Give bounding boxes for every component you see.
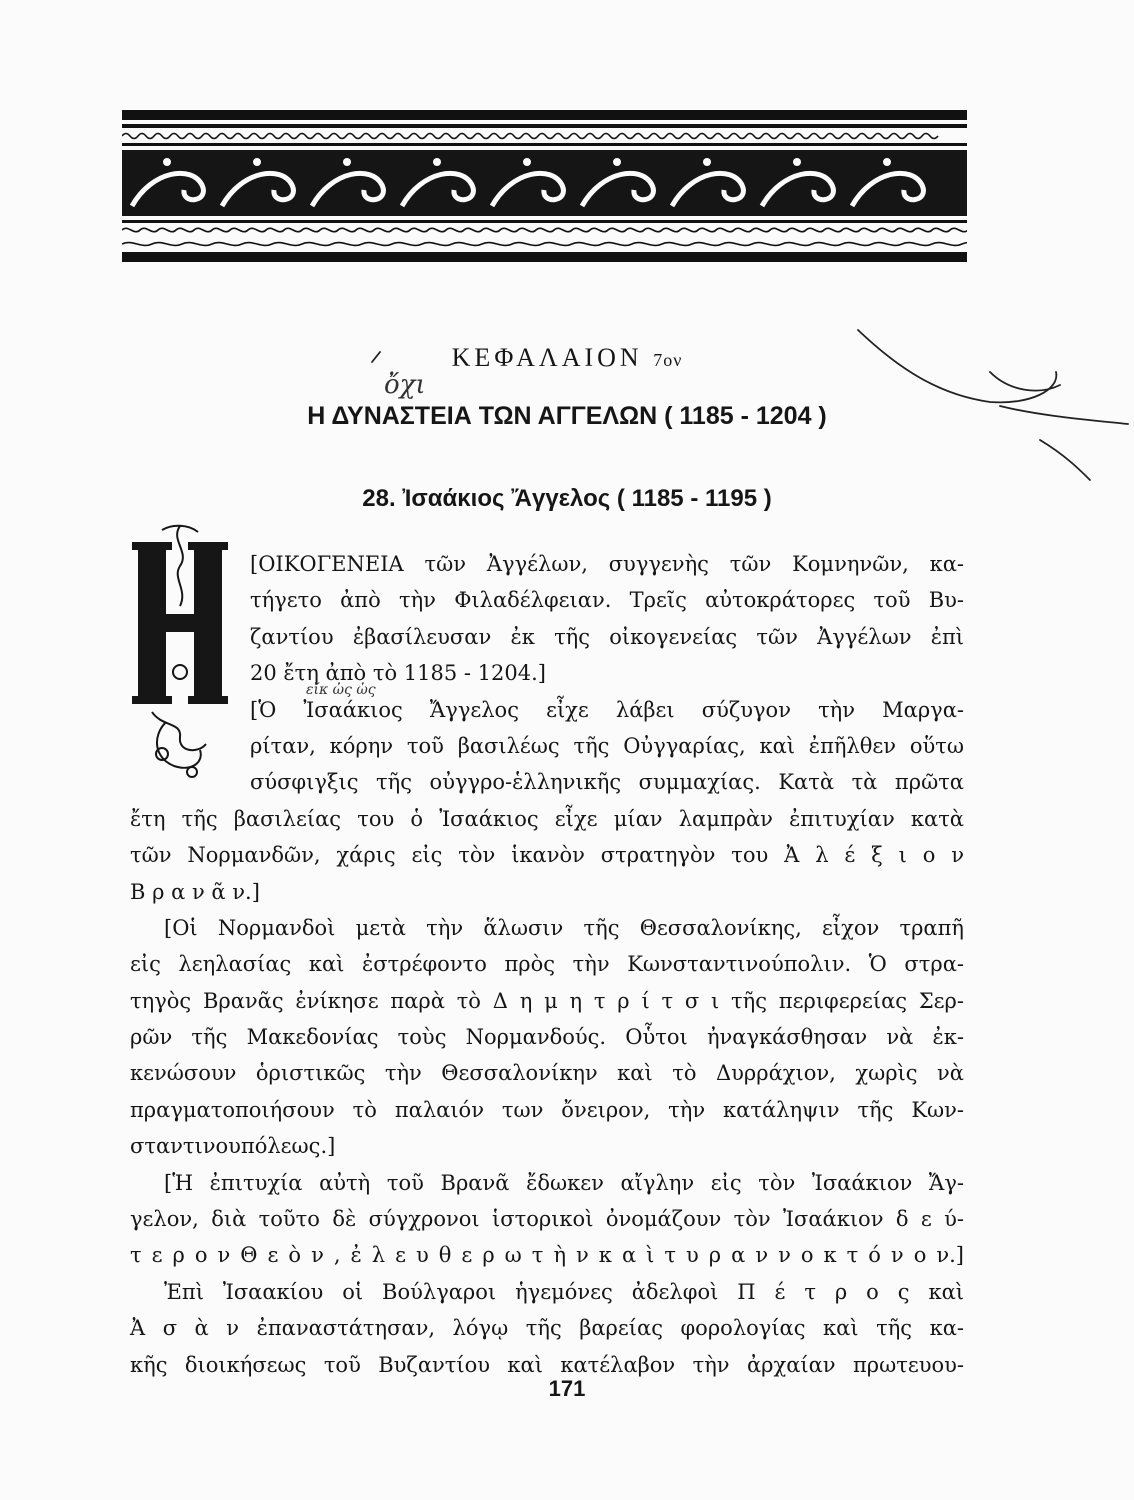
ornamental-header-band (122, 110, 967, 262)
text-line: τήγετο ἀπὸ τὴν Φιλαδέλφειαν. Τρεῖς αὐτοκράτορες τοῦ Βυ- (250, 588, 964, 613)
chapter-heading (0, 343, 1134, 373)
text-line: γελον, διὰ τοῦτο δὲ σύγχρονοι ἱστορικοὶ ὀνομάζουν τὸν Ἰσαάκιον δ ε ύ- (130, 1207, 964, 1232)
text-line: τῶν Νορμανδῶν, χάρις εἰς τὸν ἱκανὸν στρατηγὸν του Ἀ λ έ ξ ι ο ν (130, 843, 964, 868)
text-line: εἰς λεηλασίας καὶ ἐστρέφοντο πρὸς τὴν Κωνσταντινούπολιν. Ὁ στρα- (130, 952, 964, 977)
text-line: [ΟΙΚΟΓΕΝΕΙΑ τῶν Ἀγγέλων, συγγενὴς τῶν Κομνηνῶν, κα- (250, 552, 964, 576)
section-title: 28. Ἰσαάκιος Ἄγγελος ( 1185 - 1195 ) (362, 485, 772, 512)
text-line: ἔτη τῆς βασιλείας του ὁ Ἰσαάκιος εἶχε μίαν λαμπρὰν ἐπιτυχίαν κατὰ (130, 806, 964, 831)
chapter-label: ΚΕΦΑΛΑΙΟΝ (451, 343, 643, 372)
handwritten-interlinear-note: εἴκ ὡς ὡς (306, 682, 376, 698)
text-line: ζαντίου ἐβασίλευσαν ἐκ τῆς οἰκογενείας τῶν Ἀγγέλων ἐπὶ (250, 624, 964, 649)
text-line: πραγματοποιήσουν τὸ παλαιόν των ὄνειρον, τὴν κατάληψιν τῆς Κων- (130, 1097, 964, 1122)
chapter-ordinal: 7ον (653, 350, 683, 370)
page-number: 171 (548, 1376, 586, 1401)
chapter-title: Η ΔΥΝΑΣΤΕΙΑ ΤΩΝ ΑΓΓΕΛΩΝ ( 1185 - 1204 ) (307, 402, 827, 430)
handwritten-margin-note: ὄχι (384, 370, 426, 400)
text-line: Ἐπὶ Ἰσαακίου οἱ Βούλγαροι ἡγεμόνες ἀδελφοὶ Π έ τ ρ ο ς καὶ (164, 1279, 964, 1304)
text-line: 20 ἔτη ἀπὸ τὸ 1185 - 1204.] (250, 661, 546, 686)
text-line: ρίταν, κόρην τοῦ βασιλέως τῆς Οὐγγαρίας, καὶ ἐπῆλθεν οὕτω (250, 733, 964, 758)
text-line: Β ρ α ν ᾶ ν.] (130, 879, 260, 904)
text-line: [Ὁ Ἰσαάκιος Ἄγγελος εἶχε λάβει σύζυγον τὴν Μαργα- (250, 697, 964, 722)
text-line: Ἀ σ ὰ ν ἐπαναστάτησαν, λόγῳ τῆς βαρείας φορολογίας καὶ τῆς κα- (130, 1316, 964, 1341)
text-line: ρῶν τῆς Μακεδονίας τοὺς Νορμανδούς. Οὗτοι ἠναγκάσθησαν νὰ ἐκ- (130, 1025, 964, 1050)
text-line: κῆς διοικήσεως τοῦ Βυζαντίου καὶ κατέλαβον τὴν ἀρχαίαν πρωτευου- (130, 1352, 964, 1377)
text-line: σύσφιγξις τῆς οὐγγρο-ἑλληνικῆς συμμαχίας. Κατὰ τὰ πρῶτα (250, 770, 964, 795)
text-line: [Ἡ ἐπιτυχία αὐτὴ τοῦ Βρανᾶ ἔδωκεν αἴγλην εἰς τὸν Ἰσαάκιον Ἄγ- (164, 1170, 964, 1195)
text-line: κενώσουν ὁριστικῶς τὴν Θεσσαλονίκην καὶ τὸ Δυρράχιον, χωρὶς νὰ (130, 1061, 964, 1086)
text-line: [Οἱ Νορμανδοὶ μετὰ τὴν ἅλωσιν τῆς Θεσσαλονίκης, εἶχον τραπῆ (164, 915, 964, 940)
text-line: τ ε ρ ο ν Θ ε ὸ ν , ἐ λ ε υ θ ε ρ ω τ ὴ ν κ α ὶ τ υ ρ α ν ν ο κ τ ό ν ο ν.] (130, 1243, 964, 1268)
text-line: σταντινουπόλεως.] (130, 1134, 336, 1159)
body-text (130, 546, 964, 1383)
text-line: τηγὸς Βρανᾶς ἐνίκησε παρὰ τὸ Δ η μ η τ ρ ί τ σ ι τῆς περιφερείας Σερ- (130, 988, 964, 1013)
